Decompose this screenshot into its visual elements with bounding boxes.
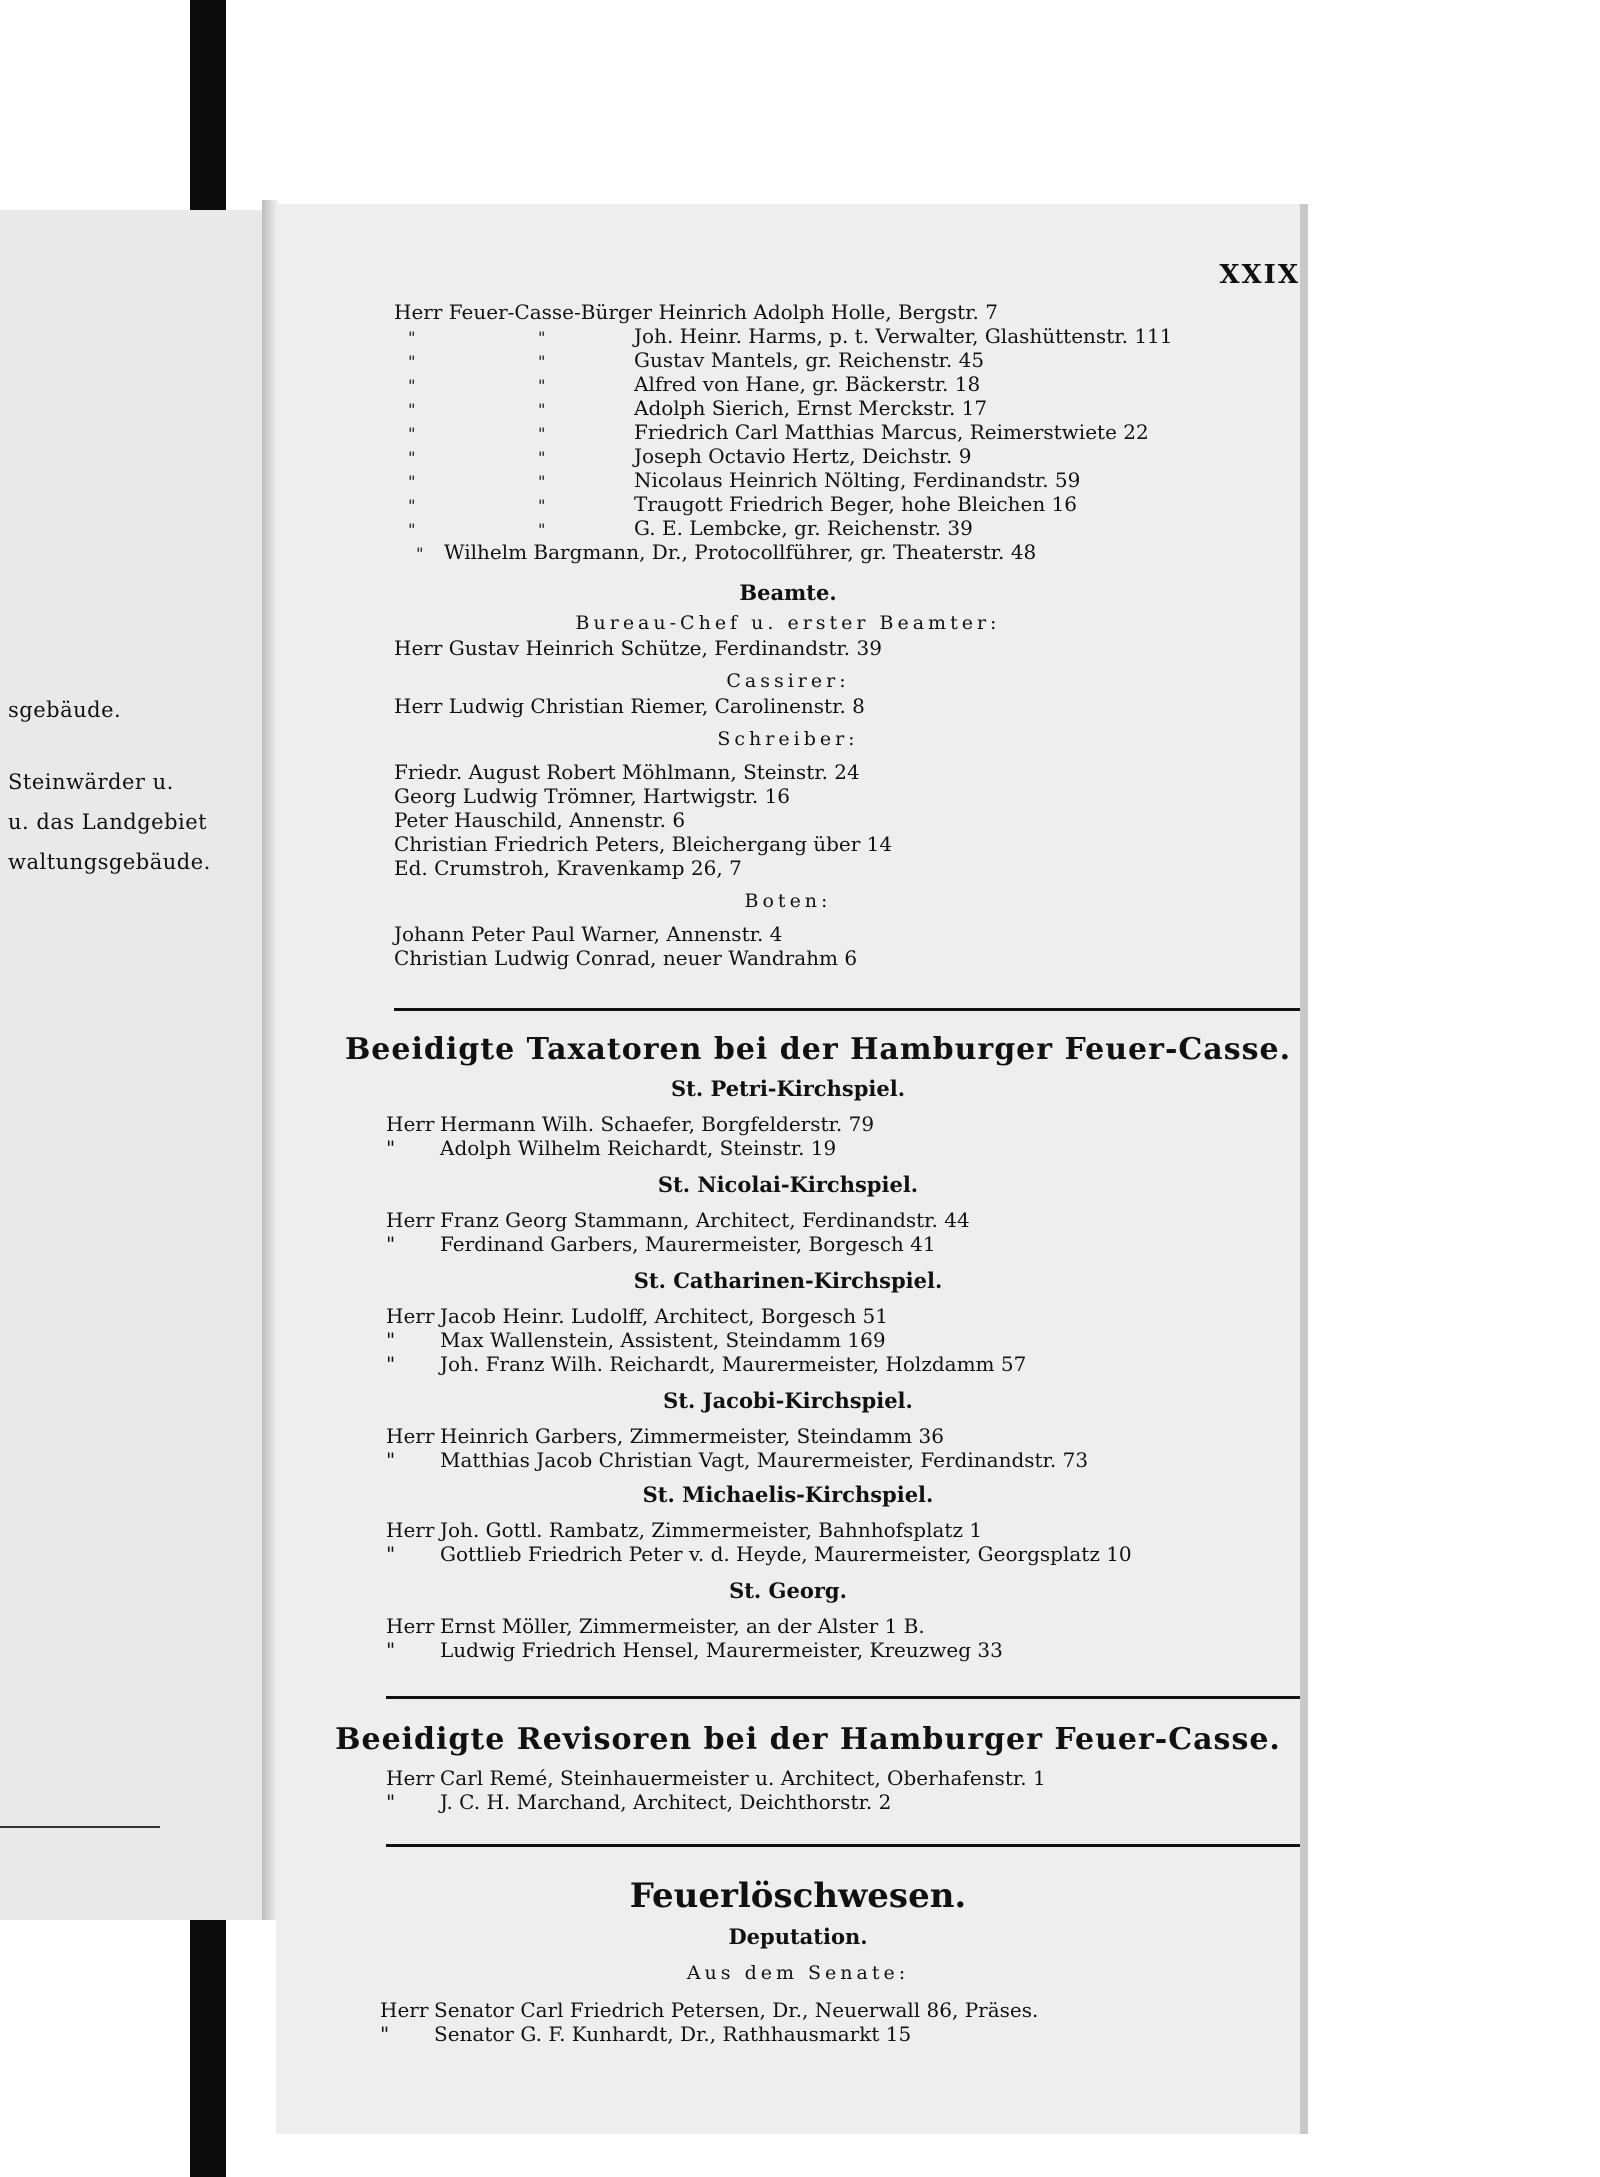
entry-prefix: " [386,1136,396,1160]
taxator-entry: Joh. Franz Wilh. Reichardt, Maurermeister, Holzdamm 57 [440,1352,1027,1376]
board-member: G. E. Lembcke, gr. Reichenstr. 39 [634,516,973,540]
senate-heading: Aus dem Senate: [686,1962,910,1984]
taxator-entry: Max Wallenstein, Assistent, Steindamm 169 [440,1328,886,1352]
entry-prefix: Herr [386,1518,435,1542]
board-protocol-entry: Wilhelm Bargmann, Dr., Protocollführer, gr. Theaterstr. 48 [444,540,1037,564]
revisors-title: Beeidigte Revisoren bei der Hamburger Feuer-Casse. [335,1722,1281,1757]
entry-prefix: Herr [386,1614,435,1638]
board-first-name: Heinrich Adolph Holle, Bergstr. 7 [658,300,998,324]
parish-heading: St. Michaelis-Kirchspiel. [642,1482,934,1507]
ditto-mark: " [538,496,546,515]
fire-title: Feuerlöschwesen. [629,1876,967,1916]
revisor-entry: Carl Remé, Steinhauermeister u. Architect, Oberhafenstr. 1 [440,1766,1046,1790]
page-number: XXIX [1219,260,1300,290]
left-fragment-1: sgebäude. [8,698,122,722]
taxator-entry: Adolph Wilhelm Reichardt, Steinstr. 19 [440,1136,837,1160]
right-page [276,204,1300,2134]
board-member: Nicolaus Heinrich Nölting, Ferdinandstr. 59 [634,468,1081,492]
left-page-fragment [0,210,262,1920]
board-member: Traugott Friedrich Beger, hohe Bleichen 16 [634,492,1078,516]
entry-prefix: Herr [386,1208,435,1232]
ditto-mark: " [408,400,416,419]
left-page-rule [0,1826,160,1828]
board-member: Joh. Heinr. Harms, p. t. Verwalter, Glashüttenstr. 111 [634,324,1173,348]
ditto-mark: " [538,376,546,395]
taxator-entry: Gottlieb Friedrich Peter v. d. Heyde, Maurermeister, Georgsplatz 10 [440,1542,1132,1566]
chief-entry: Herr Gustav Heinrich Schütze, Ferdinandstr. 39 [394,636,882,660]
ditto-mark: " [538,472,546,491]
left-fragment-2: Steinwärder u. [8,770,174,794]
clerk-entry: Peter Hauschild, Annenstr. 6 [394,808,686,832]
chief-heading: Bureau-Chef u. erster Beamter: [575,612,1001,634]
taxator-entry: Franz Georg Stammann, Architect, Ferdinandstr. 44 [440,1208,970,1232]
page-right-edge [1300,204,1308,2134]
entry-prefix: " [386,1328,396,1352]
ditto-mark: " [538,400,546,419]
left-fragment-3: u. das Landgebiet [8,810,208,834]
ditto-mark: " [408,328,416,347]
ditto-mark: " [408,448,416,467]
board-member: Friedrich Carl Matthias Marcus, Reimerstwiete 22 [634,420,1149,444]
entry-prefix: Herr [386,1112,435,1136]
section-divider [386,1844,1300,1847]
entry-prefix: " [380,2022,390,2046]
board-first-prefix: Herr [394,300,443,324]
messengers-heading: Boten: [744,890,832,912]
board-first-title: Feuer-Casse-Bürger [448,300,653,324]
clerk-entry: Ed. Crumstroh, Kravenkamp 26, 7 [394,856,742,880]
officials-heading: Beamte. [739,580,837,605]
messenger-entry: Christian Ludwig Conrad, neuer Wandrahm 6 [394,946,858,970]
ditto-mark: " [538,448,546,467]
cashier-entry: Herr Ludwig Christian Riemer, Carolinenstr. 8 [394,694,865,718]
entry-prefix: " [386,1232,396,1256]
cashier-heading: Cassirer: [726,670,850,692]
fire-deputation-heading: Deputation. [728,1924,868,1949]
entry-prefix: " [386,1542,396,1566]
taxator-entry: Hermann Wilh. Schaefer, Borgfelderstr. 79 [440,1112,875,1136]
taxator-entry: Ferdinand Garbers, Maurermeister, Borgesch 41 [440,1232,936,1256]
taxator-entry: Ernst Möller, Zimmermeister, an der Alster 1 B. [440,1614,925,1638]
board-member: Adolph Sierich, Ernst Merckstr. 17 [634,396,988,420]
taxator-entry: Jacob Heinr. Ludolff, Architect, Borgesch 51 [440,1304,888,1328]
senate-entry: Senator G. F. Kunhardt, Dr., Rathhausmarkt 15 [434,2022,912,2046]
entry-prefix: Herr [386,1424,435,1448]
taxator-entry: Matthias Jacob Christian Vagt, Maurermeister, Ferdinandstr. 73 [440,1448,1089,1472]
ditto-mark: " [408,520,416,539]
taxator-entry: Heinrich Garbers, Zimmermeister, Steindamm 36 [440,1424,944,1448]
entry-prefix: Herr [386,1304,435,1328]
board-first-entry [394,300,998,324]
clerk-entry: Friedr. August Robert Möhlmann, Steinstr. 24 [394,760,860,784]
clerk-entry: Christian Friedrich Peters, Bleichergang über 14 [394,832,893,856]
parish-heading: St. Nicolai-Kirchspiel. [657,1172,919,1197]
ditto-mark: " [408,424,416,443]
section-divider [386,1696,1300,1699]
ditto-mark: " [538,328,546,347]
board-member: Alfred von Hane, gr. Bäckerstr. 18 [634,372,981,396]
entry-prefix: " [386,1638,396,1662]
clerks-heading: Schreiber: [717,728,859,750]
parish-heading: St. Jacobi-Kirchspiel. [663,1388,913,1413]
ditto-mark: " [408,496,416,515]
parish-heading: St. Petri-Kirchspiel. [670,1076,905,1101]
parish-heading: St. Georg. [729,1578,847,1603]
left-fragment-4: waltungsgebäude. [8,850,211,874]
ditto-mark: " [538,352,546,371]
ditto-mark: " [408,352,416,371]
clerk-entry: Georg Ludwig Trömner, Hartwigstr. 16 [394,784,791,808]
ditto-mark: " [408,376,416,395]
parish-heading: St. Catharinen-Kirchspiel. [633,1268,943,1293]
entry-prefix: " [386,1352,396,1376]
board-member: Joseph Octavio Hertz, Deichstr. 9 [634,444,972,468]
entry-prefix: Herr [386,1766,435,1790]
entry-prefix: " [386,1448,396,1472]
ditto-mark: " [408,472,416,491]
entry-prefix: " [386,1790,396,1814]
senate-entry: Senator Carl Friedrich Petersen, Dr., Neuerwall 86, Präses. [434,1998,1039,2022]
messenger-entry: Johann Peter Paul Warner, Annenstr. 4 [394,922,783,946]
entry-prefix: Herr [380,1998,429,2022]
ditto-mark: " [416,544,424,563]
taxator-entry: Joh. Gottl. Rambatz, Zimmermeister, Bahnhofsplatz 1 [440,1518,983,1542]
ditto-mark: " [538,520,546,539]
ditto-mark: " [538,424,546,443]
section-divider [394,1008,1300,1011]
taxators-title: Beeidigte Taxatoren bei der Hamburger Feuer-Casse. [344,1032,1292,1067]
taxator-entry: Ludwig Friedrich Hensel, Maurermeister, Kreuzweg 33 [440,1638,1003,1662]
board-member: Gustav Mantels, gr. Reichenstr. 45 [634,348,985,372]
revisor-entry: J. C. H. Marchand, Architect, Deichthorstr. 2 [440,1790,892,1814]
